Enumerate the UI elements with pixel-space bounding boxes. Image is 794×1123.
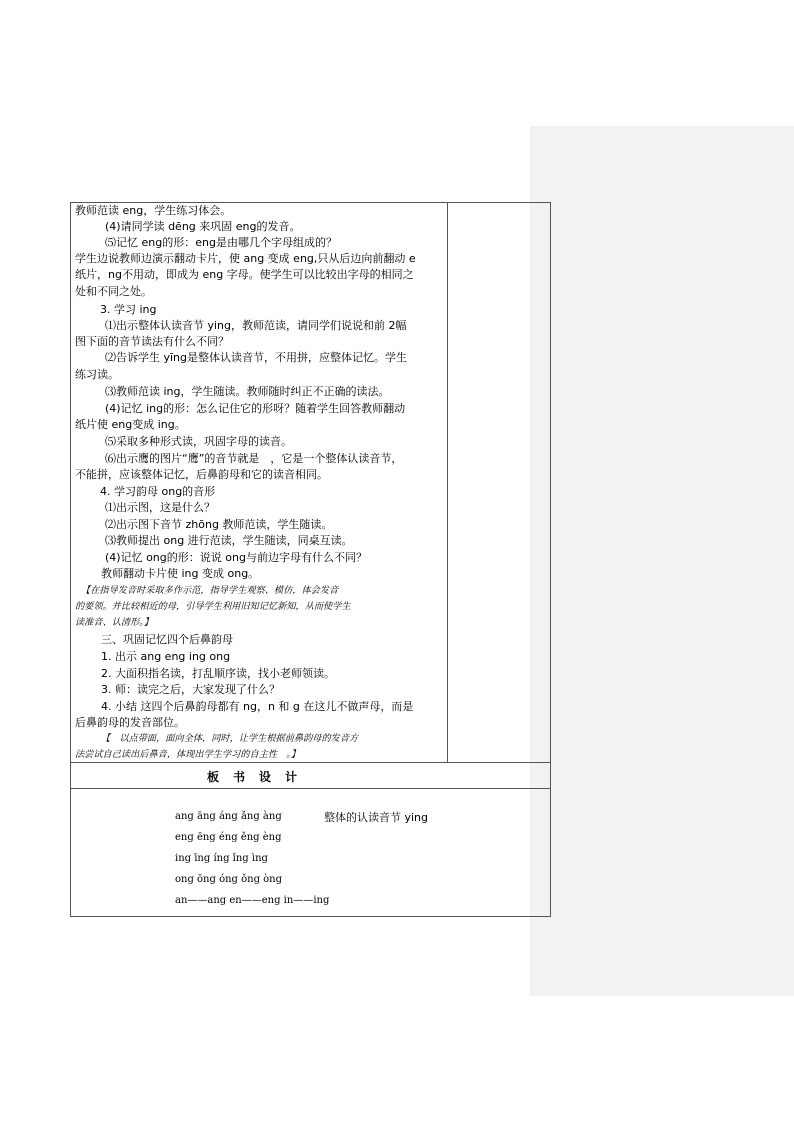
board-row: an——ang en——eng in——ing: [175, 895, 330, 906]
teaching-note: 【 以点带面，面向全体，同时，让学生根据前鼻韵母的发音方: [101, 733, 359, 744]
text-line: ⑴出示图，这是什么？: [105, 501, 215, 514]
text-line: 三、巩固记忆四个后鼻韵母: [101, 633, 233, 646]
text-line: (4)记忆 ing的形：怎么记住它的形呀？随着学生回答教师翻动: [105, 402, 406, 415]
text-line: (4)记忆 ong的形：说说 ong与前边字母有什么不同？: [105, 551, 367, 564]
text-line: (4)请同学读 dēng 来巩固 eng的发音。: [105, 220, 301, 233]
comment-pane: [530, 126, 794, 996]
text-line: 不能拼，应该整体记忆，后鼻韵母和它的读音相同。: [75, 468, 328, 481]
text-line: ⑸记忆 eng的形：eng是由哪几个字母组成的？: [105, 236, 337, 249]
text-line: ⑸采取多种形式读，巩固字母的读音。: [105, 435, 292, 448]
board-row: ing īng íng ǐng ìng: [175, 853, 268, 864]
text-line: 处和不同之处。: [75, 285, 152, 298]
text-line: 教师翻动卡片使 ing 变成 ong。: [101, 567, 260, 580]
text-line: 4. 小结 这四个后鼻韵母都有 ng，n 和 g 在这儿不做声母，而是: [101, 700, 414, 713]
board-row: ang āng áng ǎng àng: [175, 811, 282, 822]
row-divider-1: [71, 762, 550, 763]
text-line: 2. 大面积指名读，打乱顺序读，找小老师领读。: [101, 667, 335, 680]
text-line: 图下面的音节读法有什么不同？: [75, 335, 229, 348]
text-line: 1. 出示 ang eng ing ong: [101, 650, 231, 663]
text-line: 学生边说教师边演示翻动卡片，使 ang 变成 eng,只从后边向前翻动 e: [75, 252, 416, 265]
text-line: ⑹出示鹰的图片“鹰”的音节就是 ，它是一个整体认读音节，: [105, 452, 403, 465]
board-row: eng ēng éng ěng èng: [175, 832, 282, 843]
column-divider: [447, 203, 448, 762]
text-line: ⑶教师范读 ing，学生随读。教师随时纠正不正确的读法。: [105, 385, 390, 398]
text-line: ⑶教师提出 ong 进行范读，学生随读，同桌互读。: [105, 534, 353, 547]
text-line: ⑵出示图下音节 zhōng 教师范读，学生随读。: [105, 518, 333, 531]
text-line: 纸片，ng不用动，即成为 eng 字母。使学生可以比较出字母的相同之: [75, 268, 414, 281]
text-line: ⑴出示整体认读音节 ying，教师范读，请同学们说说和前 2幅: [105, 319, 407, 332]
text-line: 教师范读 eng，学生练习体会。: [75, 204, 232, 217]
teaching-note: 【在指导发音时采取多作示范，指导学生观察、模仿，体会发音: [81, 585, 339, 596]
text-line: 4. 学习韵母 ong的音形: [100, 485, 216, 498]
text-line: 纸片使 eng变成 ing。: [75, 418, 186, 431]
text-line: 3. 师：读完之后，大家发现了什么？: [101, 683, 280, 696]
text-line: 练习读。: [75, 368, 119, 381]
text-line: 3. 学习 ing: [100, 303, 157, 316]
board-row: ong ōng óng ǒng òng: [175, 874, 283, 885]
board-side-note: 整体的认读音节 ying: [324, 811, 429, 824]
teaching-note: 法尝试自己读出后鼻音，体现出学生学习的自主性 。】: [75, 749, 301, 760]
row-divider-2: [71, 788, 550, 789]
text-line: ⑵告诉学生 yīng是整体认读音节，不用拼，应整体记忆。学生: [105, 351, 408, 364]
teaching-note: 读准音、认清形。】: [75, 617, 154, 628]
text-line: 后鼻韵母的发音部位。: [75, 716, 185, 729]
board-design-title: 板书设计: [206, 770, 311, 784]
lesson-table: [70, 202, 551, 917]
teaching-note: 的要领。并比较相近的母，引导学生利用旧知记忆新知，从而使学生: [75, 601, 351, 612]
